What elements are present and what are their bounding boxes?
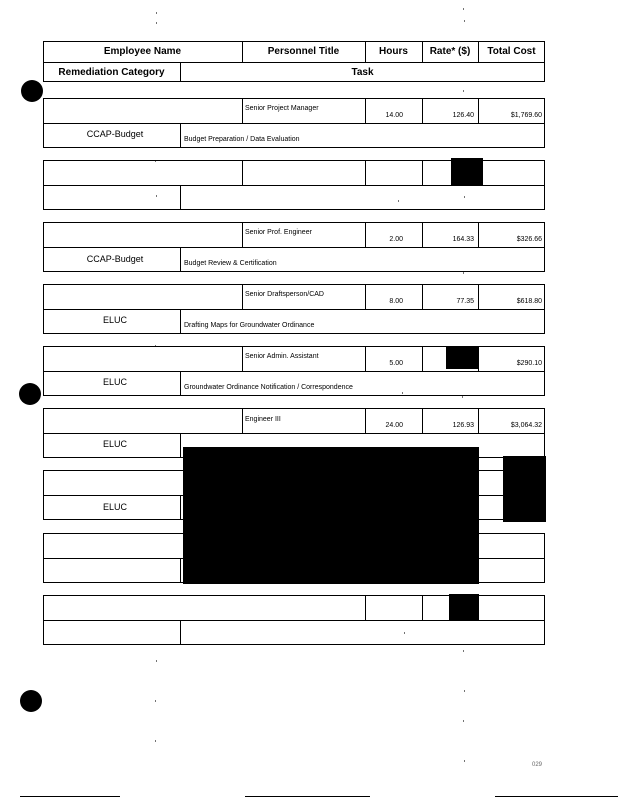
binder-hole-middle <box>19 383 41 405</box>
header-employee-name: Employee Name <box>103 46 182 57</box>
redaction-block <box>451 158 483 185</box>
row-hours: 24.00 <box>385 422 403 429</box>
row-rate: 126.93 <box>452 422 474 429</box>
row-title: Senior Admin. Assistant <box>245 353 319 360</box>
header-remediation-category: Remediation Category <box>58 67 165 78</box>
redaction-block-side <box>503 456 546 522</box>
row-category: ELUC <box>102 377 127 387</box>
bottom-scan-line <box>20 796 120 797</box>
row-total: $1,769.60 <box>510 112 542 119</box>
row-rate: 77.35 <box>456 298 474 305</box>
binder-hole-bottom <box>20 690 42 712</box>
row-title: Senior Project Manager <box>245 105 319 112</box>
binder-hole-top <box>21 80 43 102</box>
row-rate: 164.33 <box>452 236 474 243</box>
row-total: $3,064.32 <box>510 422 542 429</box>
header-hours: Hours <box>379 46 408 57</box>
row-rate: 126.40 <box>452 112 474 119</box>
row-task: Drafting Maps for Groundwater Ordinance <box>184 322 315 329</box>
row-task: Budget Preparation / Data Evaluation <box>184 136 300 143</box>
row-title: Senior Draftsperson/CAD <box>245 291 324 298</box>
header-personnel-title: Personnel Title <box>267 46 340 57</box>
row-category: CCAP-Budget <box>86 129 144 139</box>
row-total: $618.80 <box>516 298 542 305</box>
row-hours: 8.00 <box>389 298 403 305</box>
redaction-block-large <box>183 447 479 584</box>
page-number: 029 <box>532 762 543 768</box>
row-title: Senior Prof. Engineer <box>245 229 312 236</box>
row-hours: 5.00 <box>389 360 403 367</box>
row-category: ELUC <box>102 439 127 449</box>
header-rate: Rate* ($) <box>429 46 471 57</box>
bottom-scan-line <box>495 796 618 797</box>
redaction-block <box>449 594 479 621</box>
bottom-scan-line <box>245 796 370 797</box>
row-category: CCAP-Budget <box>86 254 144 264</box>
redaction-block <box>446 347 479 369</box>
row-category: ELUC <box>102 502 127 512</box>
row-hours: 2.00 <box>389 236 403 243</box>
header-total-cost: Total Cost <box>487 46 536 57</box>
row-hours: 14.00 <box>385 112 403 119</box>
row-total: $290.10 <box>516 360 542 367</box>
row-task: Groundwater Ordinance Notification / Correspondence <box>184 384 353 391</box>
row-total: $326.66 <box>516 236 542 243</box>
row-category: ELUC <box>102 315 127 325</box>
row-task: Budget Review & Certification <box>184 260 277 267</box>
header-task: Task <box>351 67 374 78</box>
row-title: Engineer III <box>245 416 281 423</box>
